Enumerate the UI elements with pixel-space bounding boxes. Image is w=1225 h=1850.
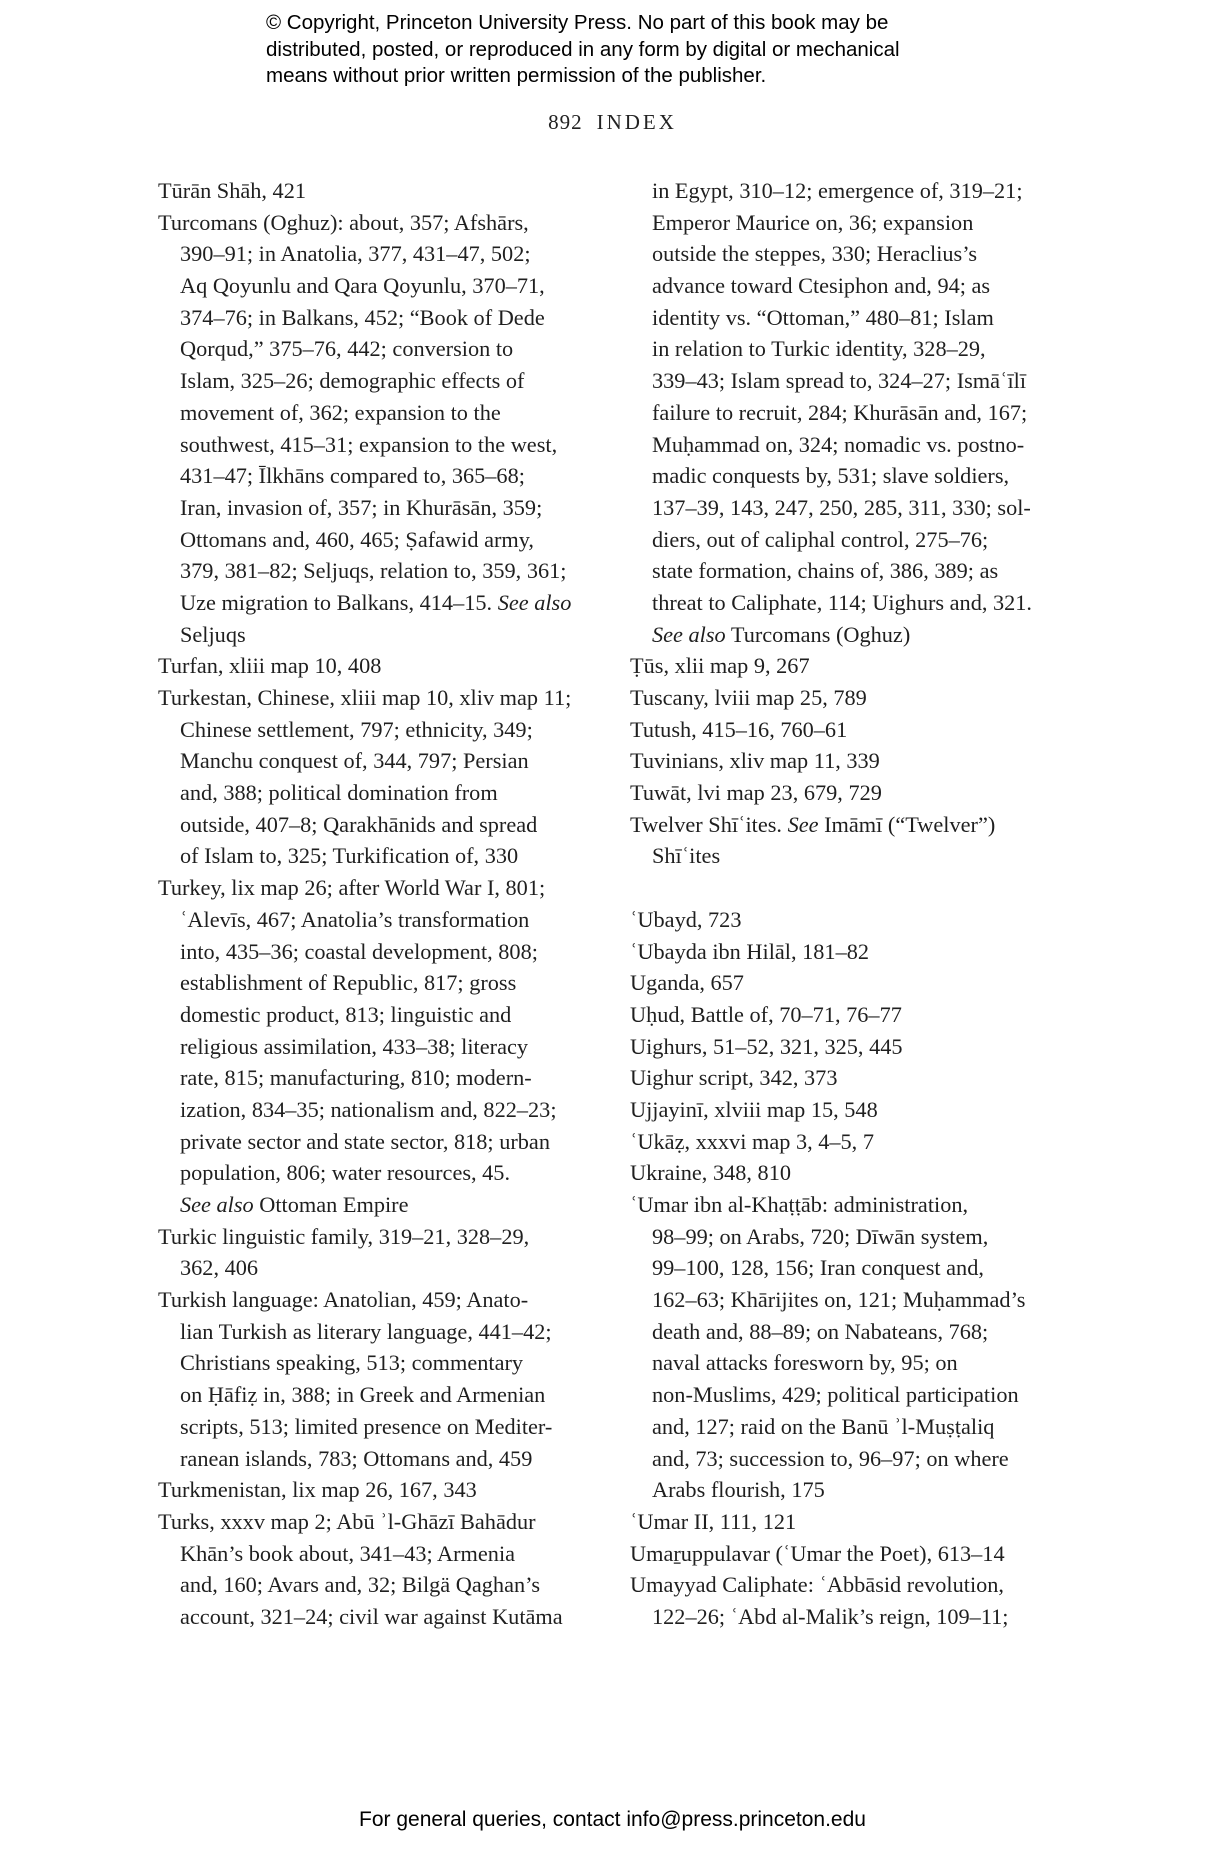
index-line: ʿUkāẓ, xxxvi map 3, 4–5, 7 — [630, 1128, 874, 1154]
index-line: on Ḥāfiẓ in, 388; in Greek and Armenian — [180, 1382, 546, 1408]
index-line: of Islam to, 325; Turkification of, 330 — [180, 843, 519, 869]
index-line: in Egypt, 310–12; emergence of, 319–21; — [652, 178, 1023, 203]
index-line: ranean islands, 783; Ottomans and, 459 — [180, 1445, 533, 1471]
index-line: 379, 381–82; Seljuqs, relation to, 359, 361; — [180, 558, 567, 584]
running-head — [0, 110, 1225, 135]
index-line: Seljuqs — [180, 621, 246, 647]
index-line: and, 127; raid on the Banū ʾl-Muṣṭaliq — [652, 1413, 995, 1439]
index-line: ʿUbayda ibn Hilāl, 181–82 — [630, 938, 870, 964]
cross-reference-marker: See also — [180, 1192, 254, 1217]
index-line: 122–26; ʿAbd al-Malik’s reign, 109–11; — [652, 1603, 1009, 1629]
index-line: account, 321–24; civil war against Kutāma — [180, 1603, 563, 1629]
index-line: Uḥud, Battle of, 70–71, 76–77 — [630, 1001, 902, 1027]
index-line: Khān’s book about, 341–43; Armenia — [180, 1540, 516, 1566]
index-line: rate, 815; manufacturing, 810; modern- — [180, 1065, 532, 1091]
index-line: Chinese settlement, 797; ethnicity, 349; — [180, 716, 533, 742]
index-line: 137–39, 143, 247, 250, 285, 311, 330; sol- — [652, 494, 1031, 520]
index-line: Uze migration to Balkans, 414–15. See also — [180, 589, 572, 615]
index-line: Aq Qoyunlu and Qara Qoyunlu, 370–71, — [180, 273, 545, 299]
page-title: INDEX — [596, 110, 677, 134]
index-line: 99–100, 128, 156; Iran conquest and, — [652, 1255, 984, 1281]
index-line: Turkish language: Anatolian, 459; Anato- — [158, 1287, 529, 1313]
index-line: 390–91; in Anatolia, 377, 431–47, 502; — [180, 241, 531, 267]
index-line: 374–76; in Balkans, 452; “Book of Dede — [180, 304, 545, 330]
index-line: Uighurs, 51–52, 321, 325, 445 — [630, 1033, 903, 1059]
index-line: Manchu conquest of, 344, 797; Persian — [180, 748, 529, 774]
index-line: Turcomans (Oghuz): about, 357; Afshārs, — [158, 209, 529, 235]
index-line: Tūrān Shāh, 421 — [158, 178, 306, 203]
index-line: Ottomans and, 460, 465; Ṣafawid army, — [180, 526, 535, 552]
page-number: 892 — [548, 110, 583, 134]
index-line: and, 160; Avars and, 32; Bilgä Qaghan’s — [180, 1572, 540, 1598]
index-line: and, 73; succession to, 96–97; on where — [652, 1445, 1009, 1471]
index-line: Tuwāt, lvi map 23, 679, 729 — [630, 780, 882, 806]
index-line: Uganda, 657 — [630, 970, 744, 996]
index-line: Umayyad Caliphate: ʿAbbāsid revolution, — [630, 1572, 1005, 1598]
index-line: naval attacks foresworn by, 95; on — [652, 1350, 958, 1376]
index-line: outside, 407–8; Qarakhānids and spread — [180, 811, 538, 837]
index-line: Iran, invasion of, 357; in Khurāsān, 359; — [180, 494, 543, 520]
index-line: southwest, 415–31; expansion to the west, — [180, 431, 558, 457]
copyright-line: distributed, posted, or reproduced in any form by digital or mechanical — [266, 37, 900, 61]
index-line: Christians speaking, 513; commentary — [180, 1350, 524, 1376]
index-line: Arabs flourish, 175 — [652, 1477, 825, 1503]
index-line: outside the steppes, 330; Heraclius’s — [652, 241, 978, 267]
cross-reference-marker: See — [787, 811, 819, 837]
index-line: Tutush, 415–16, 760–61 — [630, 716, 848, 742]
index-line: Ujjayinī, xlviii map 15, 548 — [630, 1096, 878, 1122]
index-line: Islam, 325–26; demographic effects of — [180, 368, 525, 394]
index-line: religious assimilation, 433–38; literacy — [180, 1033, 529, 1059]
footer-contact: For general queries, contact info@press.princeton.edu — [359, 1808, 866, 1831]
index-line: Twelver Shīʿites. See Imāmī (“Twelver”) — [630, 811, 996, 837]
index-line: ʿUbayd, 723 — [630, 906, 742, 932]
index-line: Tuscany, lviii map 25, 789 — [630, 685, 867, 710]
index-line: Turfan, xliii map 10, 408 — [158, 653, 382, 679]
index-line: non-Muslims, 429; political participation — [652, 1382, 1019, 1408]
index-line: in relation to Turkic identity, 328–29, — [652, 336, 986, 362]
index-line: ʿUmar II, 111, 121 — [630, 1508, 797, 1534]
index-line: Turkmenistan, lix map 26, 167, 343 — [158, 1477, 477, 1503]
index-line: Shīʿites — [652, 843, 721, 869]
index-line: Umaṟuppulavar (ʿUmar the Poet), 613–14 — [630, 1540, 1005, 1566]
index-line: scripts, 513; limited presence on Mediter- — [180, 1413, 553, 1439]
index-column-left — [158, 175, 593, 1633]
index-line: See also Turcomans (Oghuz) — [652, 621, 911, 647]
index-line: 362, 406 — [180, 1255, 259, 1281]
index-line: ʿAlevīs, 467; Anatolia’s transformation — [180, 906, 530, 932]
index-line — [630, 872, 1065, 904]
index-line: establishment of Republic, 817; gross — [180, 970, 517, 996]
index-line: madic conquests by, 531; slave soldiers, — [652, 463, 1010, 489]
index-line: Turkic linguistic family, 319–21, 328–29, — [158, 1223, 530, 1249]
copyright-line: means without prior written permission of the publisher. — [266, 64, 767, 87]
copyright-line: © Copyright, Princeton University Press. No part of this book may be — [266, 11, 889, 34]
index-line: diers, out of caliphal control, 275–76; — [652, 526, 989, 552]
index-line: Turkestan, Chinese, xliii map 10, xliv map 11; — [158, 685, 572, 710]
index-line: death and, 88–89; on Nabateans, 768; — [652, 1318, 989, 1344]
index-line: lian Turkish as literary language, 441–42; — [180, 1318, 552, 1344]
index-line: Emperor Maurice on, 36; expansion — [652, 209, 974, 235]
index-line: private sector and state sector, 818; urban — [180, 1128, 550, 1154]
index-line: movement of, 362; expansion to the — [180, 399, 501, 425]
index-line: population, 806; water resources, 45. — [180, 1160, 511, 1186]
index-line: Qorqud,” 375–76, 442; conversion to — [180, 336, 514, 362]
index-line: failure to recruit, 284; Khurāsān and, 167; — [652, 399, 1028, 425]
index-line: Turks, xxxv map 2; Abū ʾl-Ghāzī Bahādur — [158, 1508, 536, 1534]
index-line: domestic product, 813; linguistic and — [180, 1001, 512, 1027]
index-line: Ṭūs, xlii map 9, 267 — [630, 653, 810, 679]
index-line: 431–47; Īlkhāns compared to, 365–68; — [180, 463, 525, 489]
index-column-right — [630, 175, 1065, 1633]
index-line: See also Ottoman Empire — [180, 1192, 409, 1217]
index-line: and, 388; political domination from — [180, 780, 498, 806]
index-line: Uighur script, 342, 373 — [630, 1065, 838, 1091]
index-line: identity vs. “Ottoman,” 480–81; Islam — [652, 304, 994, 330]
index-line: state formation, chains of, 386, 389; as — [652, 558, 999, 584]
index-line: 339–43; Islam spread to, 324–27; Ismāʿīlī — [652, 368, 1027, 394]
index-line: 162–63; Khārijites on, 121; Muḥammad’s — [652, 1287, 1026, 1313]
index-line: ʿUmar ibn al-Khaṭṭāb: administration, — [630, 1192, 969, 1217]
cross-reference-marker: See also — [497, 589, 572, 615]
index-line: Muḥammad on, 324; nomadic vs. postno- — [652, 431, 1025, 457]
cross-reference-marker: See also — [652, 621, 726, 647]
copyright-notice — [266, 10, 1026, 90]
index-line: threat to Caliphate, 114; Uighurs and, 321. — [652, 589, 1033, 615]
index-line: 98–99; on Arabs, 720; Dīwān system, — [652, 1223, 989, 1249]
index-line: ization, 834–35; nationalism and, 822–23; — [180, 1096, 557, 1122]
index-line: Tuvinians, xliv map 11, 339 — [630, 748, 880, 774]
index-line: Ukraine, 348, 810 — [630, 1160, 791, 1186]
index-line: into, 435–36; coastal development, 808; — [180, 938, 538, 964]
index-line: advance toward Ctesiphon and, 94; as — [652, 273, 991, 299]
index-line: Turkey, lix map 26; after World War I, 801; — [158, 875, 546, 901]
